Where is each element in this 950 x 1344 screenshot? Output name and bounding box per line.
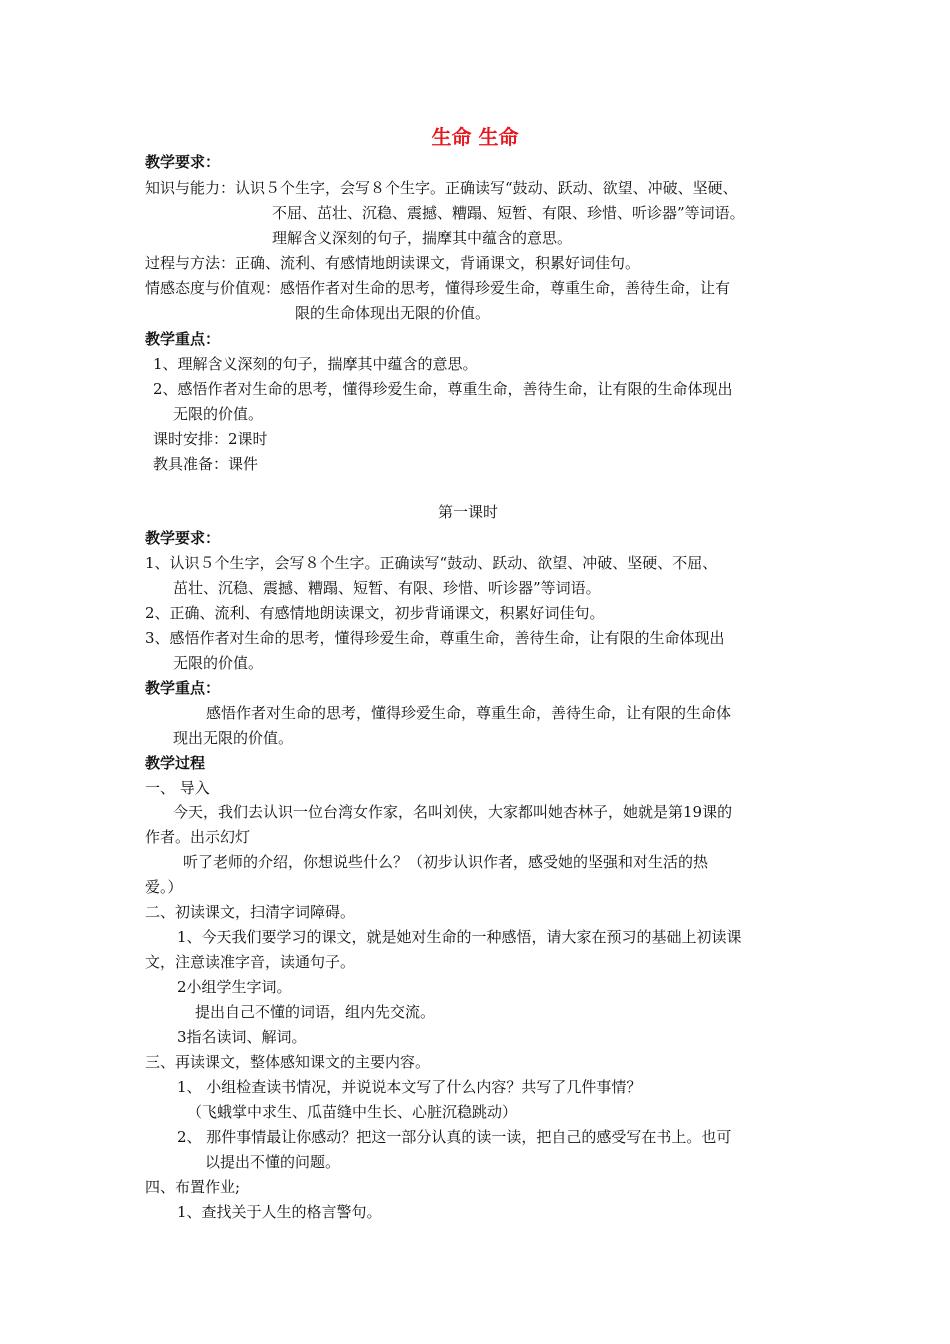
text-line: 今天，我们去认识一位台湾女作家，名叫刘侠，大家都叫她杏林子，她就是第19课的 [173,803,733,821]
text-line: 1、今天我们要学习的课文，就是她对生命的一种感悟，请大家在预习的基础上初读课 [177,928,742,946]
text-line: 限的生命体现出无限的价值。 [295,304,491,322]
text-line: 教具准备：课件 [153,455,259,473]
document-title: 生命 生命 [431,125,519,149]
section-heading: 教学重点： [145,330,221,348]
text-line: 过程与方法：正确、流利、有感情地朗读课文，背诵课文，积累好词佳句。 [145,254,641,272]
text-line: 提出自己不懂的词语，组内先交流。 [195,1003,436,1021]
text-line: （飞蛾掌中求生、瓜苗缝中生长、心脏沉稳跳动） [187,1103,518,1121]
text-line: 1、 小组检查读书情况，并说说本文写了什么内容？共写了几件事情？ [177,1078,642,1096]
text-line: 课时安排：2课时 [153,430,268,448]
text-line: 无限的价值。 [173,405,264,423]
text-line: 2、 那件事情最让你感动？把这一部分认真的读一读，把自己的感受写在书上。也可 [177,1128,732,1146]
text-line: 无限的价值。 [173,654,264,672]
text-line: 四、布置作业; [145,1178,241,1196]
text-line: 二、初读课文，扫清字词障碍。 [145,903,356,921]
text-line: 三、再读课文，整体感知课文的主要内容。 [145,1053,431,1071]
text-line: 茁壮、沉稳、震撼、糟蹋、短暂、有限、珍惜、听诊器”等词语。 [173,579,601,597]
text-line: 一、 导入 [145,779,210,797]
text-line: 爱。） [145,878,183,896]
text-line: 1、查找关于人生的格言警句。 [177,1203,382,1221]
section-heading: 教学重点： [145,679,221,697]
text-line: 2、感悟作者对生命的思考，懂得珍爱生命，尊重生命，善待生命，让有限的生命体现出 [153,380,733,398]
text-line: 现出无限的价值。 [173,729,294,747]
text-line: 1、认识５个生字，会写８个生字。正确读写“鼓动、跃动、欲望、冲破、坚硬、不屈、 [145,554,718,572]
text-line: 以提出不懂的问题。 [205,1153,341,1171]
text-line: 感悟作者对生命的思考，懂得珍爱生命，尊重生命，善待生命，让有限的生命体 [206,704,732,722]
section-heading: 教学过程 [145,754,206,772]
text-line: 知识与能力：认识５个生字，会写８个生字。正确读写“鼓动、跃动、欲望、冲破、坚硬、 [145,179,738,197]
section-heading: 教学要求： [145,153,221,171]
text-line: 听了老师的介绍，你想说些什么？（初步认识作者，感受她的坚强和对生活的热 [183,853,709,871]
text-line: 3指名读词、解词。 [177,1028,307,1046]
text-line: 2小组学生字词。 [177,978,292,996]
text-line: 作者。出示幻灯 [145,828,251,846]
text-line: 理解含义深刻的句子，揣摩其中蕴含的意思。 [272,229,573,247]
text-line: 文，注意读准字音，读通句子。 [145,953,356,971]
text-line: 情感态度与价值观：感悟作者对生命的思考，懂得珍爱生命，尊重生命，善待生命，让有 [145,279,731,297]
text-line: 1、理解含义深刻的句子，揣摩其中蕴含的意思。 [153,355,478,373]
text-line: 3、感悟作者对生命的思考，懂得珍爱生命，尊重生命，善待生命，让有限的生命体现出 [145,629,725,647]
text-line: 2、正确、流利、有感情地朗读课文，初步背诵课文，积累好词佳句。 [145,604,605,622]
text-line: 第一课时 [438,503,499,521]
text-line: 不屈、茁壮、沉稳、震撼、糟蹋、短暂、有限、珍惜、听诊器”等词语。 [272,204,745,222]
section-heading: 教学要求： [145,529,221,547]
